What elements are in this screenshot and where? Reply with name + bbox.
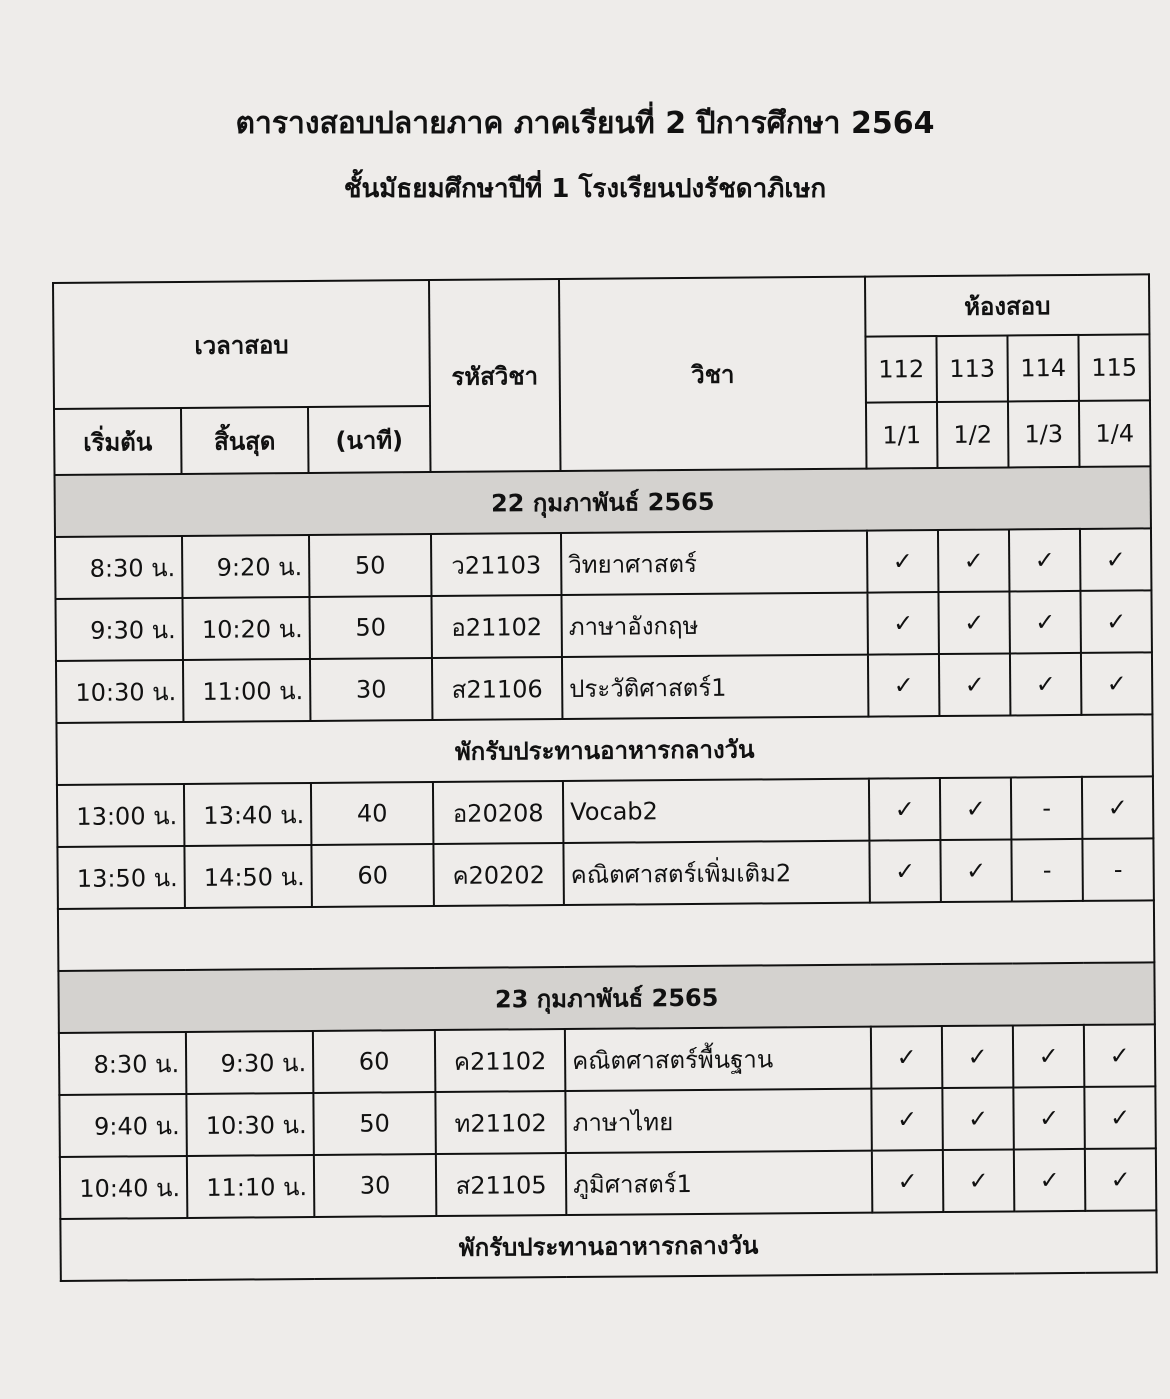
class-label: 1/2 <box>937 401 1009 468</box>
spacer-row <box>58 900 1154 971</box>
table-row <box>57 776 1153 847</box>
check-icon: ✓ <box>1080 590 1151 653</box>
subject-code: อ20208 <box>433 781 563 844</box>
table-row <box>59 1086 1155 1157</box>
check-icon: ✓ <box>938 591 1009 654</box>
subject-name: คณิตศาสตร์พื้นฐาน <box>565 1027 871 1091</box>
check-icon: ✓ <box>1085 1148 1156 1211</box>
end-time: 10:30 น. <box>186 1093 313 1156</box>
subject-name: Vocab2 <box>563 779 869 843</box>
start-time: 9:30 น. <box>55 598 182 661</box>
page-subtitle: ชั้นมัธยมศึกษาปีที่ 1 โรงเรียนปงรัชดาภิเษก <box>343 174 827 204</box>
subject-name: ประวัติศาสตร์1 <box>562 655 868 719</box>
subject-name: ภาษาอังกฤษ <box>562 593 868 657</box>
room-number: 113 <box>936 335 1008 402</box>
check-icon: ✓ <box>1009 529 1080 592</box>
table-row <box>55 590 1151 661</box>
dash-mark: - <box>1082 838 1153 901</box>
table-row <box>55 528 1151 599</box>
date-row <box>55 466 1151 537</box>
check-icon: ✓ <box>1009 591 1080 654</box>
subject-name: คณิตศาสตร์เพิ่มเติม2 <box>563 841 869 905</box>
check-icon: ✓ <box>1014 1149 1085 1212</box>
end-time: 11:10 น. <box>187 1155 314 1218</box>
header-exam-time: เวลาสอบ <box>53 280 430 409</box>
start-time: 9:40 น. <box>59 1094 186 1157</box>
class-label: 1/3 <box>1008 401 1080 468</box>
duration-minutes: 60 <box>311 844 434 907</box>
check-icon: ✓ <box>872 1150 943 1213</box>
check-icon: ✓ <box>868 654 939 717</box>
class-label: 1/1 <box>866 402 938 469</box>
check-icon: ✓ <box>1084 1086 1155 1149</box>
duration-minutes: 50 <box>313 1092 436 1155</box>
start-time: 8:30 น. <box>59 1032 186 1095</box>
check-icon: ✓ <box>871 1088 942 1151</box>
start-time: 13:00 น. <box>57 784 184 847</box>
lunch-break-label: พักรับประทานอาหารกลางวัน <box>56 714 1152 785</box>
duration-minutes: 40 <box>311 782 434 845</box>
subject-code: ค20202 <box>433 843 563 906</box>
check-icon: ✓ <box>1010 653 1081 716</box>
header-subject: วิชา <box>559 277 866 471</box>
subject-code: ส21105 <box>436 1153 566 1216</box>
header-code: รหัสวิชา <box>429 279 561 472</box>
exam-date: 23 กุมภาพันธ์ 2565 <box>58 962 1154 1033</box>
exam-schedule-table <box>52 273 1158 1282</box>
subject-code: ท21102 <box>435 1091 565 1154</box>
subject-code: ค21102 <box>435 1029 565 1092</box>
duration-minutes: 50 <box>309 534 432 597</box>
duration-minutes: 50 <box>309 596 432 659</box>
room-number: 114 <box>1007 335 1079 402</box>
date-row <box>58 962 1154 1033</box>
start-time: 8:30 น. <box>55 536 182 599</box>
check-icon: ✓ <box>871 1026 942 1089</box>
check-icon: ✓ <box>940 777 1011 840</box>
lunch-break-row <box>56 714 1152 785</box>
table-row <box>57 838 1153 909</box>
check-icon: ✓ <box>940 839 1011 902</box>
table-row <box>60 1148 1156 1219</box>
duration-minutes: 30 <box>310 658 433 721</box>
header-start: เริ่มต้น <box>54 408 182 475</box>
lunch-break-row <box>60 1210 1156 1281</box>
table-row <box>59 1024 1155 1095</box>
dash-mark: - <box>1011 777 1082 840</box>
dash-mark: - <box>1011 839 1082 902</box>
end-time: 10:20 น. <box>182 597 309 660</box>
start-time: 10:40 น. <box>60 1156 187 1219</box>
header-rooms: ห้องสอบ <box>865 274 1149 336</box>
table-row <box>56 652 1152 723</box>
duration-minutes: 30 <box>314 1154 437 1217</box>
end-time: 13:40 น. <box>184 783 311 846</box>
end-time: 11:00 น. <box>183 659 310 722</box>
subject-name: ภูมิศาสตร์1 <box>566 1151 872 1215</box>
check-icon: ✓ <box>867 592 938 655</box>
check-icon: ✓ <box>943 1149 1014 1212</box>
header-end: สิ้นสุด <box>181 407 309 474</box>
class-label: 1/4 <box>1079 400 1151 467</box>
check-icon: ✓ <box>869 840 940 903</box>
subject-code: ว21103 <box>431 533 561 596</box>
header-minutes: (นาที) <box>308 406 431 473</box>
duration-minutes: 60 <box>313 1030 436 1093</box>
check-icon: ✓ <box>1080 528 1151 591</box>
check-icon: ✓ <box>869 778 940 841</box>
check-icon: ✓ <box>938 529 1009 592</box>
subject-name: ภาษาไทย <box>565 1089 871 1153</box>
end-time: 9:30 น. <box>186 1031 313 1094</box>
end-time: 14:50 น. <box>184 845 311 908</box>
check-icon: ✓ <box>942 1087 1013 1150</box>
check-icon: ✓ <box>1081 652 1152 715</box>
check-icon: ✓ <box>942 1025 1013 1088</box>
check-icon: ✓ <box>1013 1025 1084 1088</box>
start-time: 10:30 น. <box>56 660 183 723</box>
start-time: 13:50 น. <box>57 846 184 909</box>
subject-code: อ21102 <box>432 595 562 658</box>
room-number: 115 <box>1078 334 1150 401</box>
check-icon: ✓ <box>867 530 938 593</box>
spacer-cell <box>58 900 1154 971</box>
check-icon: ✓ <box>1084 1024 1155 1087</box>
room-number: 112 <box>865 336 937 403</box>
check-icon: ✓ <box>1013 1087 1084 1150</box>
end-time: 9:20 น. <box>182 535 309 598</box>
subject-code: ส21106 <box>432 657 562 720</box>
subject-name: วิทยาศาสตร์ <box>561 531 867 595</box>
check-icon: ✓ <box>1082 776 1153 839</box>
lunch-break-label: พักรับประทานอาหารกลางวัน <box>60 1210 1156 1281</box>
exam-date: 22 กุมภาพันธ์ 2565 <box>55 466 1151 537</box>
page-title: ตารางสอบปลายภาค ภาคเรียนที่ 2 ปีการศึกษา 2564 <box>235 106 935 141</box>
check-icon: ✓ <box>939 653 1010 716</box>
